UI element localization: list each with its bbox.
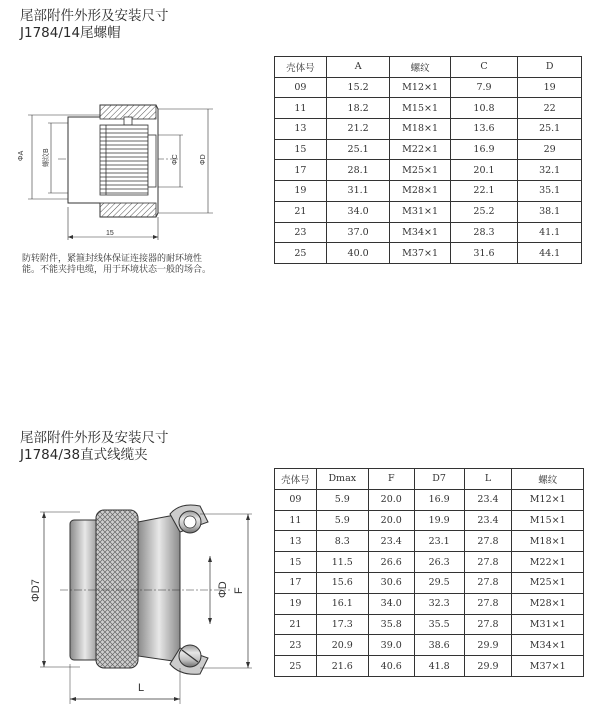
table-cell: M15×1 — [390, 98, 450, 119]
table-cell: M31×1 — [512, 614, 584, 635]
table-cell: 21 — [275, 614, 317, 635]
table-cell: 18.2 — [326, 98, 390, 119]
table-cell: 35.5 — [414, 614, 464, 635]
table-row — [275, 552, 584, 573]
table-cell: 15 — [275, 552, 317, 573]
table-cell: 19.9 — [414, 510, 464, 531]
table-row — [275, 243, 582, 264]
table-cell: 30.6 — [368, 572, 414, 593]
table-cell: 21.6 — [316, 656, 368, 677]
length-l-label: L — [138, 682, 145, 694]
table-cell: 38.1 — [518, 201, 582, 222]
table-cell: 17 — [275, 160, 327, 181]
table-cell: 29.9 — [464, 635, 512, 656]
table-cell: 11 — [275, 98, 327, 119]
table-cell: M34×1 — [512, 635, 584, 656]
table-header-cell: 壳体号 — [275, 57, 327, 78]
table-row — [275, 614, 584, 635]
table-cell: 29.5 — [414, 572, 464, 593]
table-cell: M37×1 — [512, 656, 584, 677]
table-cell: 11.5 — [316, 552, 368, 573]
table-cell: M37×1 — [390, 243, 450, 264]
dim-f-label: F — [233, 587, 245, 594]
table-cell: 28.1 — [326, 160, 390, 181]
table-cell: 39.0 — [368, 635, 414, 656]
table-cell: 25.1 — [326, 139, 390, 160]
table-cell: 29.9 — [464, 656, 512, 677]
tail-nut-drawing — [8, 95, 268, 250]
table-cell: 44.1 — [518, 243, 582, 264]
dim-a-label: ΦA — [18, 150, 25, 161]
table-cell: 15.6 — [316, 572, 368, 593]
table-row — [275, 489, 584, 510]
table-cell: 20.0 — [368, 510, 414, 531]
table-header-cell: F — [368, 469, 414, 490]
dim-c-label: ΦC — [172, 154, 179, 165]
table-cell: 11 — [275, 510, 317, 531]
table-cell: M18×1 — [390, 119, 450, 140]
table-cell: M22×1 — [390, 139, 450, 160]
cable-clamp-drawing — [30, 492, 270, 712]
table-cell: 19 — [275, 181, 327, 202]
table-header-cell: D — [518, 57, 582, 78]
table-cell: M25×1 — [390, 160, 450, 181]
table-cell: M31×1 — [390, 201, 450, 222]
table-cell: 16.9 — [414, 489, 464, 510]
dim-d-label: ΦD — [200, 154, 207, 165]
table-cell: M28×1 — [512, 593, 584, 614]
tail-nut-spec-table — [274, 56, 582, 264]
table-header-row — [275, 469, 584, 490]
table-cell: 28.3 — [450, 222, 518, 243]
table-cell: 13 — [275, 531, 317, 552]
table-row — [275, 77, 582, 98]
table-cell: 35.1 — [518, 181, 582, 202]
table-cell: 13 — [275, 119, 327, 140]
table-cell: 13.6 — [450, 119, 518, 140]
table-cell: 16.9 — [450, 139, 518, 160]
table-cell: 23.1 — [414, 531, 464, 552]
table-cell: 23.4 — [368, 531, 414, 552]
table-header-cell: A — [326, 57, 390, 78]
table-row — [275, 119, 582, 140]
table-cell: M34×1 — [390, 222, 450, 243]
table-cell: M25×1 — [512, 572, 584, 593]
note-line1: 防转附件，紧箍封线体保证连接器的耐环境性 — [22, 254, 203, 264]
table-cell: 26.3 — [414, 552, 464, 573]
table-header-row — [275, 57, 582, 78]
table-row — [275, 139, 582, 160]
table-cell: 8.3 — [316, 531, 368, 552]
section2-title-line1: 尾部附件外形及安装尺寸 — [20, 430, 169, 446]
table-cell: 32.1 — [518, 160, 582, 181]
table-cell: 27.8 — [464, 531, 512, 552]
tail-nut-note — [22, 254, 277, 276]
table-cell: 26.6 — [368, 552, 414, 573]
table-cell: 25 — [275, 656, 317, 677]
table-cell: 31.1 — [326, 181, 390, 202]
table-cell: 23.4 — [464, 489, 512, 510]
table-cell: 38.6 — [414, 635, 464, 656]
table-cell: 27.8 — [464, 614, 512, 635]
section2-title-line2: J1784/38直式线缆夹 — [20, 447, 148, 463]
table-cell: 29 — [518, 139, 582, 160]
table-cell: 17 — [275, 572, 317, 593]
table-cell: 20.1 — [450, 160, 518, 181]
table-cell: 34.0 — [368, 593, 414, 614]
table-cell: 31.6 — [450, 243, 518, 264]
table-header-cell: L — [464, 469, 512, 490]
table-cell: 19 — [518, 77, 582, 98]
table-cell: 25 — [275, 243, 327, 264]
table-cell: 19 — [275, 593, 317, 614]
table-cell: M22×1 — [512, 552, 584, 573]
table-header-cell: Dmax — [316, 469, 368, 490]
table-cell: 37.0 — [326, 222, 390, 243]
length-label: 15 — [106, 230, 114, 237]
table-row — [275, 635, 584, 656]
table-cell: 25.1 — [518, 119, 582, 140]
table-header-cell: 壳体号 — [275, 469, 317, 490]
table-cell: 40.0 — [326, 243, 390, 264]
table-cell: 23 — [275, 635, 317, 656]
section1-title-line1: 尾部附件外形及安装尺寸 — [20, 8, 169, 24]
table-cell: 41.8 — [414, 656, 464, 677]
table-row — [275, 656, 584, 677]
table-cell: 17.3 — [316, 614, 368, 635]
table-cell: 15.2 — [326, 77, 390, 98]
table-header-cell: D7 — [414, 469, 464, 490]
table-row — [275, 572, 584, 593]
table-row — [275, 593, 584, 614]
section2-title — [20, 430, 169, 464]
table-cell: 41.1 — [518, 222, 582, 243]
table-cell: 23 — [275, 222, 327, 243]
table-cell: 5.9 — [316, 489, 368, 510]
thread-label: 螺纹B — [43, 148, 50, 167]
section1-title-line2: J1784/14尾螺帽 — [20, 25, 121, 41]
table-cell: 32.3 — [414, 593, 464, 614]
table-row — [275, 510, 584, 531]
table-row — [275, 160, 582, 181]
table-cell: M12×1 — [512, 489, 584, 510]
table-cell: 27.8 — [464, 593, 512, 614]
table-cell: 20.0 — [368, 489, 414, 510]
table-cell: M18×1 — [512, 531, 584, 552]
table-header-cell: 螺纹 — [390, 57, 450, 78]
table-cell: 27.8 — [464, 552, 512, 573]
table-cell: 23.4 — [464, 510, 512, 531]
table-cell: 16.1 — [316, 593, 368, 614]
table-row — [275, 201, 582, 222]
table-cell: 22 — [518, 98, 582, 119]
table-cell: 09 — [275, 77, 327, 98]
cable-clamp-spec-table — [274, 468, 584, 677]
table-cell: M28×1 — [390, 181, 450, 202]
table-cell: 21.2 — [326, 119, 390, 140]
table-cell: 09 — [275, 489, 317, 510]
table-cell: 35.8 — [368, 614, 414, 635]
table-row — [275, 531, 584, 552]
dim-d7-label: ΦD7 — [30, 579, 42, 602]
table-cell: 34.0 — [326, 201, 390, 222]
table-cell: 40.6 — [368, 656, 414, 677]
table-cell: 7.9 — [450, 77, 518, 98]
table-cell: 25.2 — [450, 201, 518, 222]
table-row — [275, 98, 582, 119]
table-cell: M15×1 — [512, 510, 584, 531]
table-cell: 15 — [275, 139, 327, 160]
note-line2: 能。不能夹持电缆，用于环境状态一般的场合。 — [22, 265, 212, 275]
table-cell: 5.9 — [316, 510, 368, 531]
table-cell: 22.1 — [450, 181, 518, 202]
table-cell: 27.8 — [464, 572, 512, 593]
table-cell: 10.8 — [450, 98, 518, 119]
table-row — [275, 181, 582, 202]
section1-title — [20, 8, 169, 42]
table-row — [275, 222, 582, 243]
table-header-cell: 螺纹 — [512, 469, 584, 490]
table-cell: 20.9 — [316, 635, 368, 656]
table-cell: 21 — [275, 201, 327, 222]
table-header-cell: C — [450, 57, 518, 78]
dim-d-label: ΦD — [217, 581, 229, 598]
table-cell: M12×1 — [390, 77, 450, 98]
